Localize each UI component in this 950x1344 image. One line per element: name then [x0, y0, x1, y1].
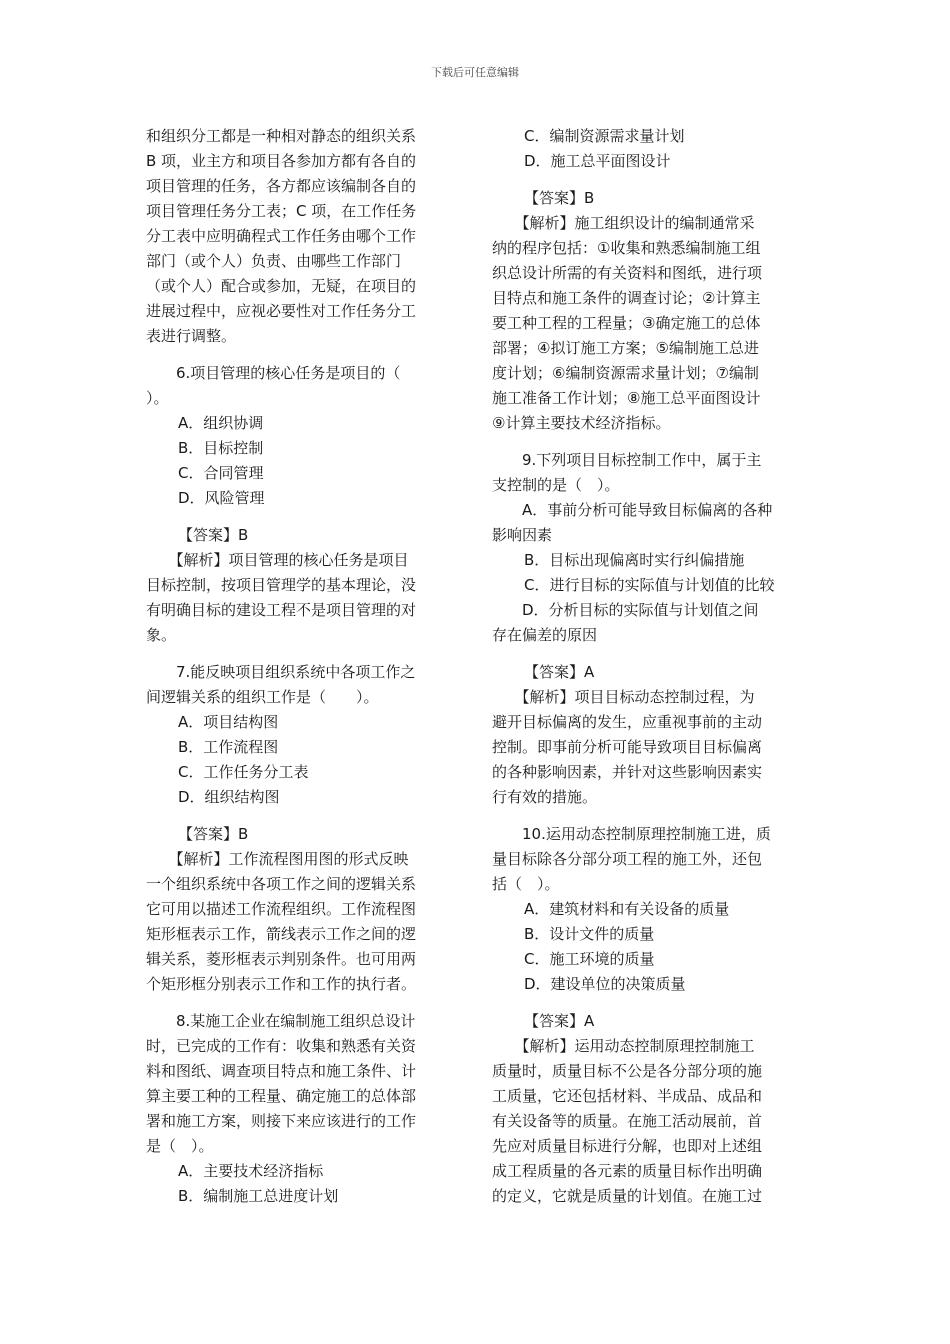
q7-option-d: D．组织结构图	[178, 788, 280, 806]
q9-option-a: A．事前分析可能导致目标偏离的各种 影响因素	[492, 501, 773, 544]
q6-explanation: 【解析】项目管理的核心任务是项目 目标控制，按项目管理学的基本理论，没 有明确目标的建设工程不是项目管理的对 象。	[146, 551, 417, 644]
q8-option-a: A．主要技术经济指标	[178, 1162, 324, 1180]
right-column	[492, 124, 808, 1209]
q6-answer: 【答案】B	[178, 526, 249, 544]
question-9: 9.下列项目目标控制工作中，属于主 支控制的是（ ）。	[492, 451, 762, 494]
question-8: 8.某施工企业在编制施工组织总设计 时，已完成的工作有：收集和熟悉有关资 料和图纸、调查项目特点和施工条件、计 算主要工种的工程量、确定施工的总体部 署和施工方案，则接下来应该进行的工作 是（ ）。	[146, 1012, 417, 1155]
question-6: 6.项目管理的核心任务是项目的（ ）。	[146, 364, 401, 407]
q8-explanation: 【解析】施工组织设计的编制通常采 纳的程序包括：①收集和熟悉编制施工组 织总设计所需的有关资料和图纸，进行项 目特点和施工条件的调查讨论；②计算主 要工种工程的工程量；③确定施工的总体 部署；④拟订施工方案；⑤编制施工总进 度计划；⑥编制资源需求量计划；⑦编制 施工准备工作计划；⑧施工总平面图设计 ⑨计算主要技术经济指标。	[492, 214, 763, 432]
q10-explanation: 【解析】运用动态控制原理控制施工 质量时，质量目标不公是各分部分项的施 工质量，它还包括材料、半成品、成品和 有关设备等的质量。在施工活动展前，首 先应对质量目标进行分解，也即对上述组 成工程质量的各元素的质量目标作出明确 的定义，它就是质量的计划值。在施工过	[492, 1037, 763, 1205]
q10-answer: 【答案】A	[524, 1012, 595, 1030]
q6-option-c: C．合同管理	[178, 464, 264, 482]
question-7: 7.能反映项目组织系统中各项工作之 间逻辑关系的组织工作是（ ）。	[146, 663, 416, 706]
q8-answer: 【答案】B	[524, 189, 595, 207]
page-header: 下载后可任意编辑	[431, 66, 519, 79]
q10-option-b: B．设计文件的质量	[524, 925, 655, 943]
q10-option-c: C．施工环境的质量	[524, 950, 655, 968]
q8-option-b: B．编制施工总进度计划	[178, 1187, 339, 1205]
q10-option-d: D．建设单位的决策质量	[524, 975, 686, 993]
q7-option-b: B．工作流程图	[178, 738, 279, 756]
q7-explanation: 【解析】工作流程图用图的形式反映 一个组织系统中各项工作之间的逻辑关系 它可用以描述工作流程组织。工作流程图 矩形框表示工作，箭线表示工作之间的逻 辑关系，菱形框表示判别条件。也可用两 个矩形框分别表示工作和工作的执行者。	[146, 850, 417, 993]
left-column	[146, 124, 458, 1209]
q8-option-c: C．编制资源需求量计划	[524, 127, 685, 145]
question-10: 10.运用动态控制原理控制施工进，质 量目标除各分部分项工程的施工外，还包 括（ ）。	[492, 825, 771, 893]
q9-option-d: D．分析目标的实际值与计划值之间 存在偏差的原因	[492, 601, 759, 644]
q9-explanation: 【解析】项目目标动态控制过程，为 避开目标偏离的发生，应重视事前的主动 控制。即事前分析可能导致项目目标偏离 的各种影响因素，并针对这些影响因素实 行有效的措施。	[492, 688, 763, 806]
q9-option-c: C．进行目标的实际值与计划值的比较	[524, 576, 775, 594]
q7-option-c: C．工作任务分工表	[178, 763, 309, 781]
q7-answer: 【答案】B	[178, 825, 249, 843]
q6-option-b: B．目标控制	[178, 439, 264, 457]
q10-option-a: A．建筑材料和有关设备的质量	[524, 900, 730, 918]
q6-option-d: D．风险管理	[178, 489, 265, 507]
q9-option-b: B．目标出现偏离时实行纠偏措施	[524, 551, 745, 569]
q6-option-a: A．组织协调	[178, 414, 264, 432]
intro-paragraph: 和组织分工都是一种相对静态的组织关系 B 项，业主方和项目各参加方都有各自的 项目管理的任务，各方都应该编制各自的 项目管理任务分工表；C 项，在工作任务 分工表中应明确程式工作任务由哪个工作 部门（或个人）负责、由哪些工作部门 （或个人）配合或参加，无疑，在项目的 进展过程中，应视必要性对工作任务分工 表进行调整。	[146, 127, 417, 345]
q7-option-a: A．项目结构图	[178, 713, 279, 731]
q8-option-d: D．施工总平面图设计	[524, 152, 671, 170]
q9-answer: 【答案】A	[524, 663, 595, 681]
